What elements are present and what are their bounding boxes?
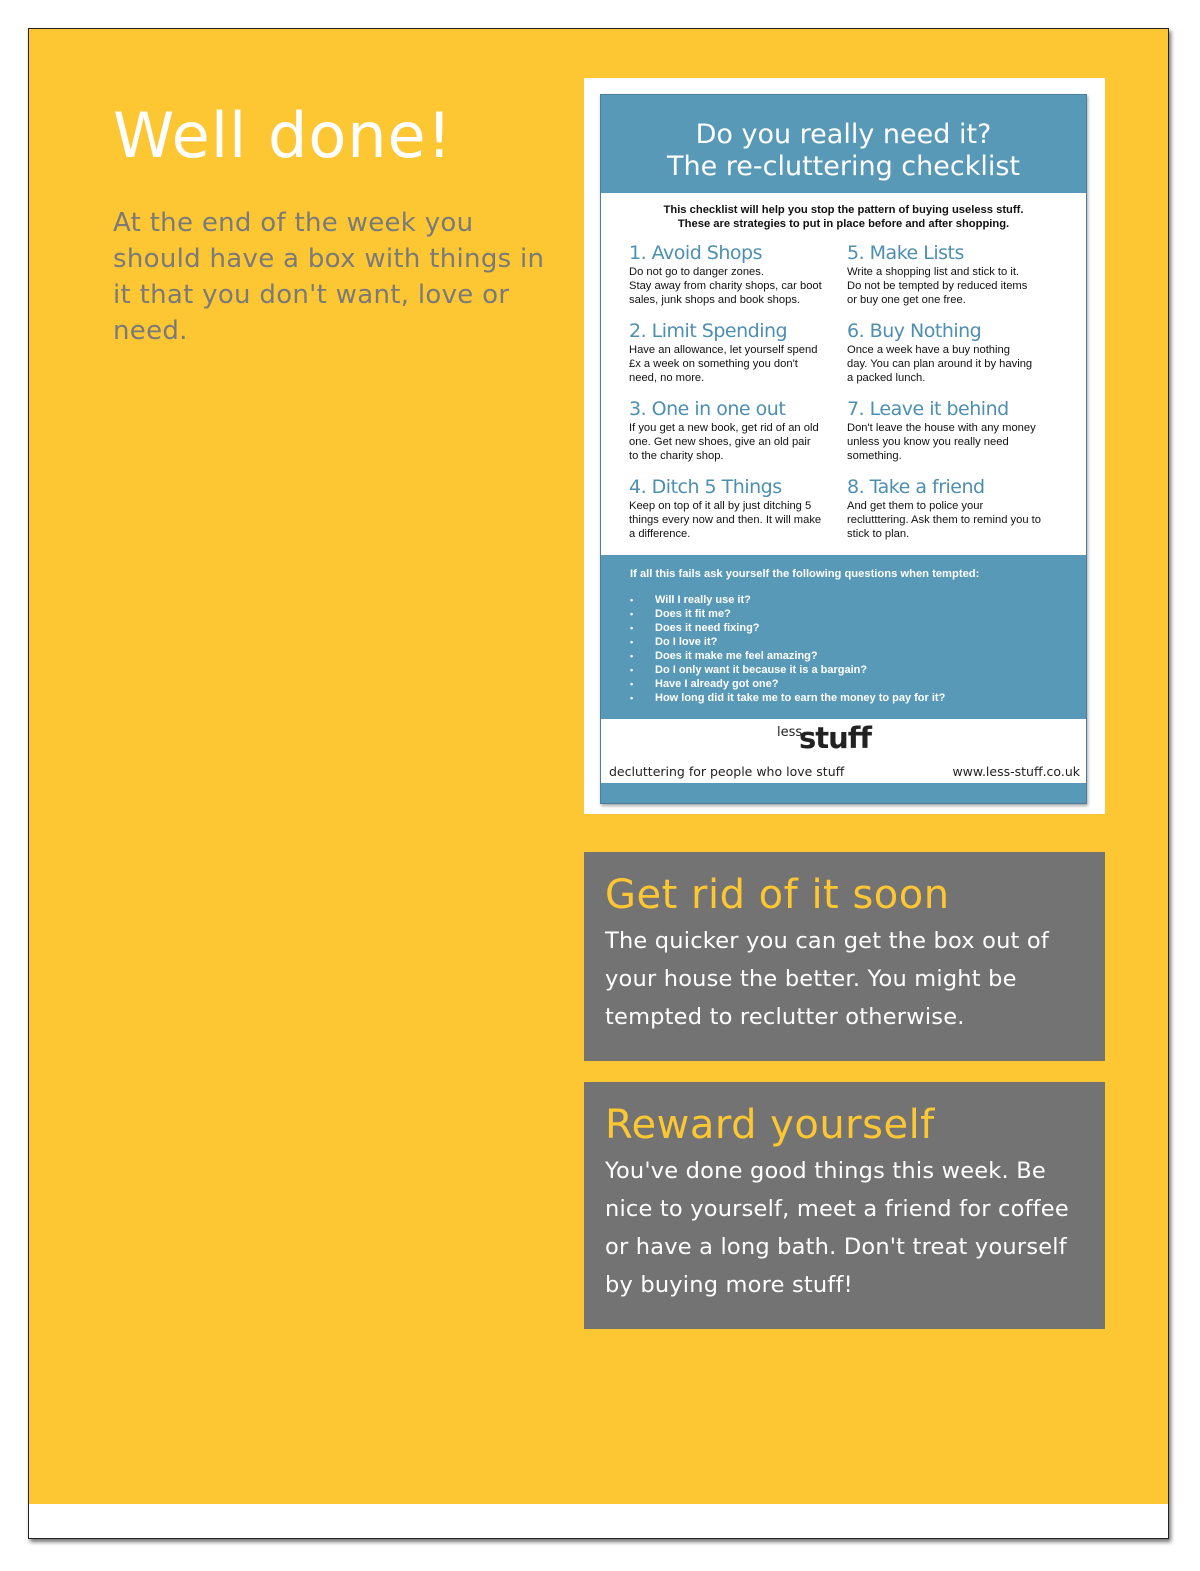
text-line: Do not go to danger zones. — [629, 266, 764, 278]
checklist-item-limit-spending — [629, 319, 844, 385]
text-line: sales, junk shops and book shops. — [629, 294, 801, 306]
logo-stuff-text: stuff — [799, 721, 872, 755]
checklist-item-text — [847, 499, 1062, 541]
question-item: • Will I really use it? — [630, 593, 945, 607]
text-line: stick to plan. — [847, 528, 910, 540]
text-line: Keep on top of it all by just ditching 5 — [629, 500, 812, 512]
poster-intro — [601, 203, 1086, 231]
text-line: Write a shopping list and stick to it. — [847, 266, 1020, 278]
poster-url: www.less-stuff.co.uk — [952, 764, 1080, 779]
box-title: Reward yourself — [605, 1102, 935, 1148]
text-line: a packed lunch. — [847, 372, 926, 384]
page — [28, 28, 1169, 1539]
box-text: You've done good things this week. Be nice to yourself, meet a friend for coffee or have a long bath. Don't treat yourself by buying more stuff! — [605, 1158, 1069, 1298]
checklist-item-title: 4. Ditch 5 Things — [629, 476, 782, 498]
checklist-item-text — [847, 421, 1062, 463]
checklist-item-text — [629, 343, 844, 385]
checklist-item-title: 7. Leave it behind — [847, 398, 1009, 420]
checklist-item-leave-it-behind — [847, 397, 1062, 463]
text-line: Stay away from charity shops, car boot — [629, 280, 822, 292]
checklist-item-text — [629, 499, 844, 541]
poster-intro-line: This checklist will help you stop the pattern of buying useless stuff. — [663, 204, 1024, 216]
checklist-item-title: 2. Limit Spending — [629, 320, 788, 342]
checklist-item-make-lists — [847, 241, 1062, 307]
question-item: • Do I love it? — [630, 635, 945, 649]
checklist-item-text — [629, 421, 844, 463]
checklist-item-avoid-shops — [629, 241, 844, 307]
box-title: Get rid of it soon — [605, 872, 950, 918]
questions-list — [630, 593, 945, 705]
text-line: one. Get new shoes, give an old pair — [629, 436, 811, 448]
poster-footer — [601, 719, 1086, 785]
checklist-item-take-a-friend — [847, 475, 1062, 541]
text-line: or buy one get one free. — [847, 294, 966, 306]
poster-header — [601, 95, 1086, 193]
question-item: • Does it make me feel amazing? — [630, 649, 945, 663]
checklist-item-text — [847, 265, 1062, 307]
text-line: reclutttering. Ask them to remind you to — [847, 514, 1042, 526]
poster-tagline: decluttering for people who love stuff — [609, 764, 845, 779]
questions-panel — [601, 555, 1086, 719]
question-item: • Have I already got one? — [630, 677, 945, 691]
poster-title-line1: Do you really need it? — [695, 119, 992, 150]
text-line: need, no more. — [629, 372, 705, 384]
questions-heading: If all this fails ask yourself the following questions when tempted: — [630, 568, 980, 580]
get-rid-of-it-box — [584, 852, 1105, 1061]
page-title: Well done! — [113, 99, 453, 172]
intro-text: At the end of the week you should have a box with things in it that you don't want, love or need. — [113, 208, 545, 346]
text-line: If you get a new book, get rid of an old — [629, 422, 819, 434]
checklist-poster — [600, 94, 1087, 804]
text-line: things every now and then. It will make — [629, 514, 822, 526]
checklist-item-title: 8. Take a friend — [847, 476, 985, 498]
question-item: • How long did it take me to earn the money to pay for it? — [630, 691, 945, 705]
text-line: Do not be tempted by reduced items — [847, 280, 1028, 292]
text-line: £x a week on something you don't — [629, 358, 798, 370]
checklist-item-title: 1. Avoid Shops — [629, 242, 762, 264]
text-line: Don't leave the house with any money — [847, 422, 1036, 434]
checklist-item-one-in-one-out — [629, 397, 844, 463]
yellow-panel — [29, 29, 1168, 1504]
checklist-item-title: 5. Make Lists — [847, 242, 964, 264]
question-item: • Does it fit me? — [630, 607, 945, 621]
checklist-poster-image — [584, 78, 1105, 814]
poster-intro-line: These are strategies to put in place before and after shopping. — [677, 218, 1010, 230]
text-line: And get them to police your — [847, 500, 984, 512]
text-line: to the charity shop. — [629, 450, 724, 462]
box-text: The quicker you can get the box out of your house the better. You might be tempted to reclutter otherwise. — [605, 928, 1049, 1030]
logo-less-text: less — [777, 725, 803, 740]
question-item: • Do I only want it because it is a bargain? — [630, 663, 945, 677]
text-line: something. — [847, 450, 902, 462]
text-line: day. You can plan around it by having — [847, 358, 1033, 370]
checklist-item-buy-nothing — [847, 319, 1062, 385]
text-line: a difference. — [629, 528, 691, 540]
poster-bottom-bar — [601, 783, 1086, 803]
checklist-item-title: 6. Buy Nothing — [847, 320, 982, 342]
checklist-item-title: 3. One in one out — [629, 398, 786, 420]
text-line: unless you know you really need — [847, 436, 1009, 448]
text-line: Have an allowance, let yourself spend — [629, 344, 818, 356]
poster-title-line2: The re-cluttering checklist — [666, 151, 1021, 182]
question-item: • Does it need fixing? — [630, 621, 945, 635]
checklist-item-text — [629, 265, 844, 307]
checklist-item-text — [847, 343, 1062, 385]
checklist-item-ditch-5-things — [629, 475, 844, 541]
text-line: Once a week have a buy nothing — [847, 344, 1010, 356]
reward-yourself-box — [584, 1082, 1105, 1329]
